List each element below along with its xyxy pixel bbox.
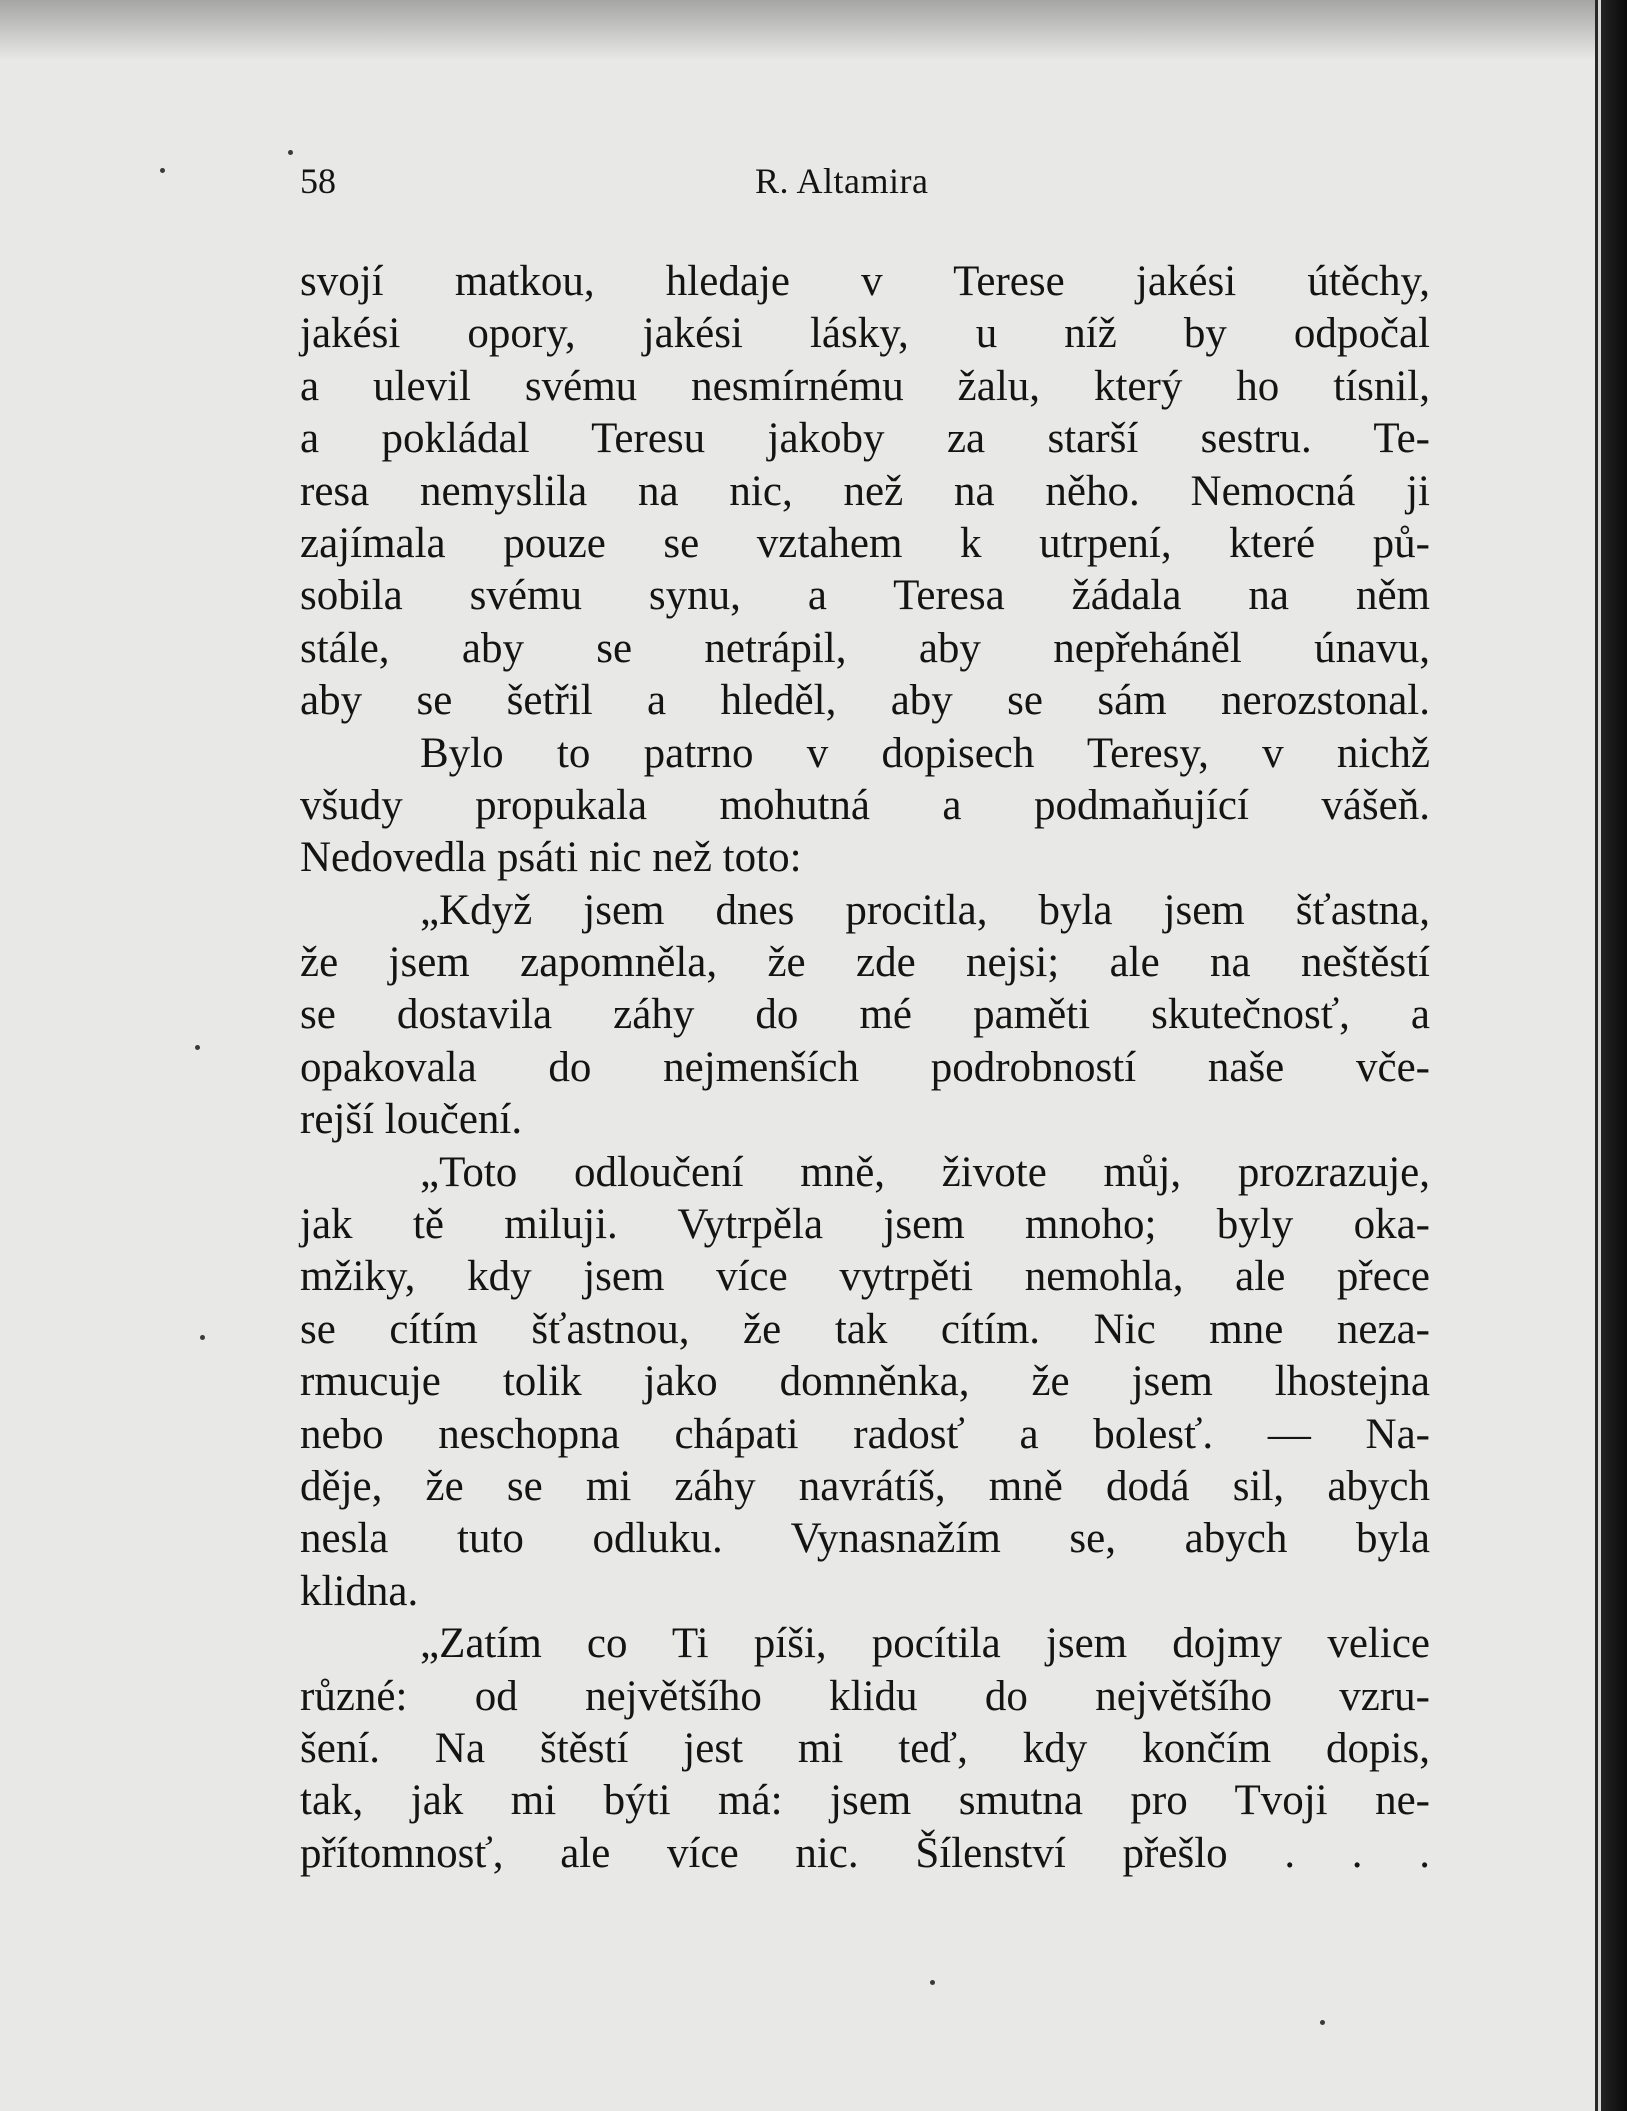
text-line: různé: od největšího klidu do největšího vzru- [300,1672,1430,1720]
paper-speck [288,150,293,155]
text-line: se dostavila záhy do mé paměti skutečnosť, a [300,991,1430,1039]
text-line: klidna. [300,1567,419,1615]
text-line: se cítím šťastnou, že tak cítím. Nic mne neza- [300,1305,1430,1353]
paper-speck [1320,2020,1325,2025]
text-line: jak tě miluji. Vytrpěla jsem mnoho; byly oka- [300,1201,1430,1249]
paper-speck [200,1335,205,1340]
text-line: zajímala pouze se vztahem k utrpení, které pů- [300,519,1430,567]
text-line: všudy propukala mohutná a podmaňující vášeň. [300,781,1430,829]
text-line: „Zatím co Ti píši, pocítila jsem dojmy velice [420,1620,1430,1668]
text-line: přítomnosť, ale více nic. Šílenství přešlo . . . [300,1829,1430,1877]
text-line: sobila svému synu, a Teresa žádala na něm [300,572,1430,620]
text-line: stále, aby se netrápil, aby nepřeháněl únavu, [300,624,1430,672]
text-line: tak, jak mi býti má: jsem smutna pro Tvoji ne- [300,1777,1430,1825]
text-line: „Toto odloučení mně, živote můj, prozrazuje, [420,1148,1430,1196]
page-top-shadow [0,0,1595,60]
text-line: šení. Na štěstí jest mi teď, kdy končím dopis, [300,1724,1430,1772]
paper-speck [195,1045,200,1050]
running-head: R. Altamira [755,161,929,201]
paper-speck [160,168,165,173]
paper-speck [930,1980,935,1985]
text-line: a pokládal Teresu jakoby za starší sestru. Te- [300,415,1430,463]
body-text [300,256,1430,1880]
text-line: opakovala do nejmenších podrobností naše vče- [300,1043,1430,1091]
text-line: děje, že se mi záhy navrátíš, mně dodá sil, abych [300,1462,1430,1510]
text-line: mžiky, kdy jsem více vytrpěti nemohla, ale přece [300,1253,1430,1301]
text-line: rejší loučení. [300,1096,523,1144]
text-line: resa nemyslila na nic, než na něho. Nemocná ji [300,467,1430,515]
text-line: Bylo to patrno v dopisech Teresy, v nichž [420,729,1430,777]
page-number: 58 [300,161,336,201]
page-header [300,160,1440,212]
text-line: nesla tuto odluku. Vynasnažím se, abych byla [300,1515,1430,1563]
text-line: Nedovedla psáti nic než toto: [300,834,802,882]
page-edge [1598,0,1601,2111]
text-line: aby se šetřil a hleděl, aby se sám nerozstonal. [300,677,1430,725]
text-line: svojí matkou, hledaje v Terese jakési útěchy, [300,258,1430,305]
text-line: nebo neschopna chápati radosť a bolesť. — Na- [300,1410,1430,1458]
text-line: a ulevil svému nesmírnému žalu, který ho tísnil, [300,362,1430,410]
text-line: že jsem zapomněla, že zde nejsi; ale na neštěstí [300,939,1430,987]
text-line: jakési opory, jakési lásky, u níž by odpočal [300,310,1430,358]
text-line: „Když jsem dnes procitla, byla jsem šťastna, [420,886,1430,934]
text-line: rmucuje tolik jako domněnka, že jsem lhostejna [300,1358,1430,1406]
